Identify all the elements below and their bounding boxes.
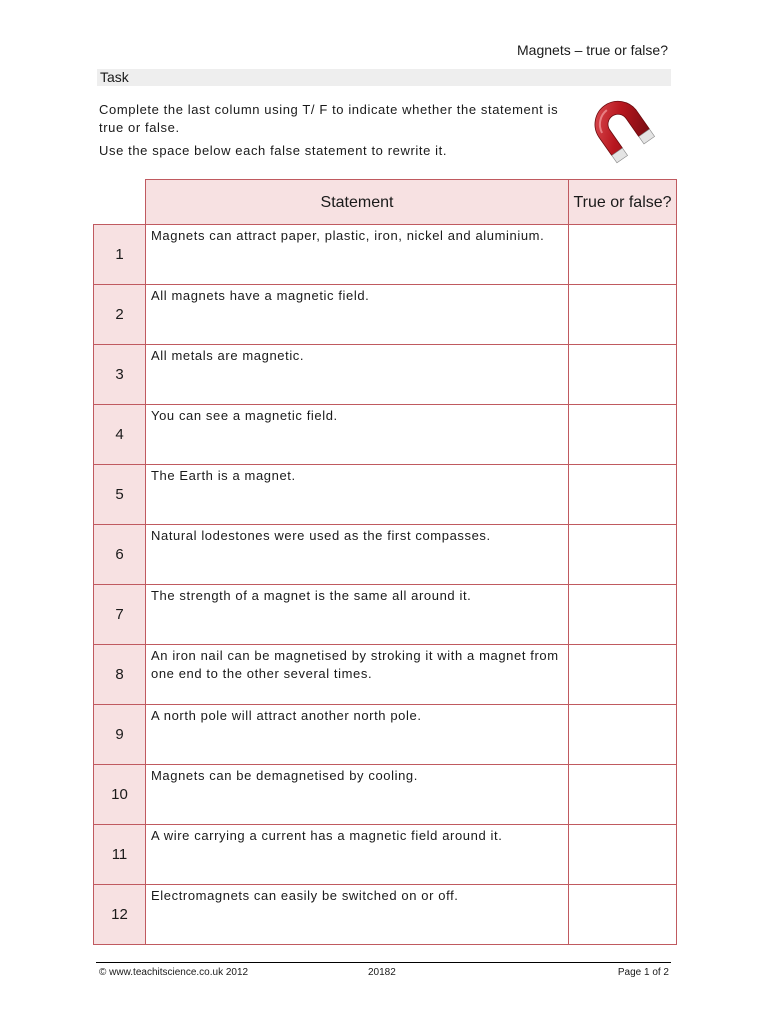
statement-cell: You can see a magnetic field. [146,405,569,465]
row-number: 12 [94,885,146,945]
true-false-answer-cell[interactable] [569,345,677,405]
statement-cell: Magnets can be demagnetised by cooling. [146,765,569,825]
footer-page-number: Page 1 of 2 [617,967,669,978]
table-row [94,225,677,285]
horseshoe-magnet-icon [585,93,660,168]
statement-cell: All metals are magnetic. [146,345,569,405]
true-false-answer-cell[interactable] [569,885,677,945]
row-number: 5 [94,465,146,525]
table-row [94,705,677,765]
instruction-line-2: Use the space below each false statement to rewrite it. [99,143,448,158]
statement-cell: The Earth is a magnet. [146,465,569,525]
row-number: 2 [94,285,146,345]
page-title: Magnets – true or false? [517,42,668,58]
true-false-answer-cell[interactable] [569,765,677,825]
table-row [94,765,677,825]
true-false-column-header: True or false? [569,180,677,225]
statement-cell: All magnets have a magnetic field. [146,285,569,345]
table-header-row [94,180,677,225]
row-number: 9 [94,705,146,765]
statement-cell: A wire carrying a current has a magnetic field around it. [146,825,569,885]
true-false-answer-cell[interactable] [569,285,677,345]
table-row [94,285,677,345]
row-number: 1 [94,225,146,285]
table-row [94,465,677,525]
true-false-answer-cell[interactable] [569,705,677,765]
statement-cell: The strength of a magnet is the same all around it. [146,585,569,645]
footer-code: 20182 [368,967,396,978]
statement-cell: Electromagnets can easily be switched on or off. [146,885,569,945]
row-number: 10 [94,765,146,825]
row-number: 6 [94,525,146,585]
table-row [94,525,677,585]
table-row [94,345,677,405]
table-corner [94,180,146,225]
table-row [94,885,677,945]
table-row [94,585,677,645]
statement-cell: Magnets can attract paper, plastic, iron, nickel and aluminium. [146,225,569,285]
instruction-line-1: Complete the last column using T/ F to indicate whether the statement is true or false. [99,102,559,135]
statement-column-header: Statement [146,180,569,225]
footer-copyright: © www.teachitscience.co.uk 2012 [99,967,249,978]
statement-cell: Natural lodestones were used as the first compasses. [146,525,569,585]
table-row [94,645,677,705]
true-false-answer-cell[interactable] [569,225,677,285]
statements-table [93,179,677,945]
task-bar [97,69,671,86]
true-false-answer-cell[interactable] [569,465,677,525]
table-row [94,825,677,885]
statement-cell: An iron nail can be magnetised by stroking it with a magnet from one end to the other several times. [146,645,569,705]
row-number: 11 [94,825,146,885]
true-false-answer-cell[interactable] [569,645,677,705]
row-number: 7 [94,585,146,645]
row-number: 4 [94,405,146,465]
row-number: 3 [94,345,146,405]
true-false-answer-cell[interactable] [569,825,677,885]
true-false-answer-cell[interactable] [569,585,677,645]
statement-cell: A north pole will attract another north pole. [146,705,569,765]
instructions [99,101,579,160]
table-row [94,405,677,465]
row-number: 8 [94,645,146,705]
task-label: Task [100,69,129,85]
true-false-answer-cell[interactable] [569,405,677,465]
footer-divider [96,962,671,963]
true-false-answer-cell[interactable] [569,525,677,585]
